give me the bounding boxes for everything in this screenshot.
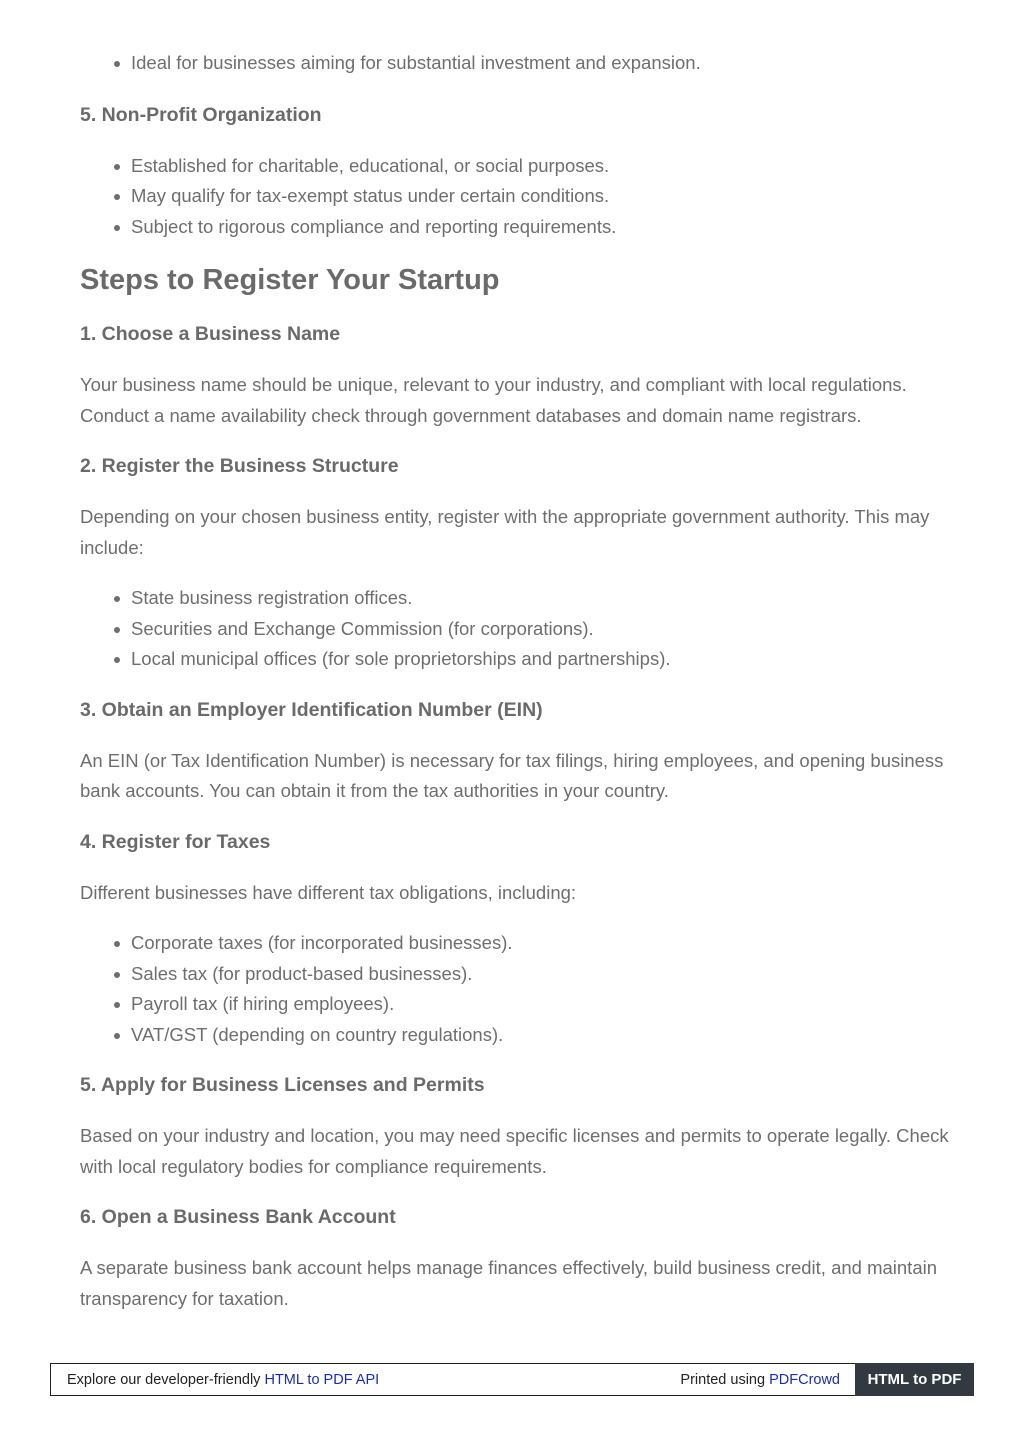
pdfcrowd-footer [50,1363,974,1396]
intro-list [80,48,950,79]
step3-body: An EIN (or Tax Identification Number) is necessary for tax filings, hiring employees, and opening business bank accounts. You can obtain it from the tax authorities in your country. [80,749,944,801]
step4-list [80,928,950,1050]
step4-body: Different businesses have different tax obligations, including: [80,881,577,903]
step2-heading: 2. Register the Business Structure [80,455,399,477]
step3-heading: 3. Obtain an Employer Identification Number (EIN) [80,698,543,721]
step4-heading: 4. Register for Taxes [80,830,271,853]
footer-explore [67,1372,379,1388]
nonprofit-list [80,151,950,243]
list-item: Sales tax (for product-based businesses). [131,959,950,990]
list-item: Ideal for businesses aiming for substantial investment and expansion. [131,48,950,79]
step1-body: Your business name should be unique, relevant to your industry, and compliant with local regulations. Conduct a name availability check through government databases and domain name registrars. [80,374,907,426]
step2-body: Depending on your chosen business entity, register with the appropriate government authority. This may include: [80,506,930,558]
step2-list [80,583,950,675]
list-item: Securities and Exchange Commission (for corporations). [131,614,950,645]
step1-heading: 1. Choose a Business Name [80,323,341,345]
footer-bar [50,1363,855,1396]
list-item: Established for charitable, educational, or social purposes. [131,151,950,182]
section-title: Steps to Register Your Startup [80,264,500,296]
footer-explore-text: Explore our developer-friendly [67,1371,265,1388]
step5-heading: 5. Apply for Business Licenses and Permits [80,1074,485,1096]
footer-printed [680,1372,840,1388]
list-item: May qualify for tax-exempt status under certain conditions. [131,181,950,212]
html-to-pdf-api-link[interactable]: HTML to PDF API [264,1371,380,1388]
list-item: Subject to rigorous compliance and reporting requirements. [131,212,950,243]
list-item: State business registration offices. [131,583,950,614]
footer-printed-text: Printed using [680,1371,770,1388]
step6-heading: 6. Open a Business Bank Account [80,1206,396,1228]
step5-body: Based on your industry and location, you may need specific licenses and permits to operate legally. Check with local regulatory bodies for compliance requirements. [80,1125,949,1177]
list-item: Payroll tax (if hiring employees). [131,989,950,1020]
html-to-pdf-badge[interactable]: HTML to PDF [855,1363,974,1396]
pdfcrowd-link[interactable]: PDFCrowd [769,1371,840,1388]
list-item: Local municipal offices (for sole proprietorships and partnerships). [131,644,950,675]
document-body [80,48,950,1314]
step6-body: A separate business bank account helps manage finances effectively, build business credit, and maintain transparency for taxation. [80,1257,938,1309]
nonprofit-heading: 5. Non-Profit Organization [80,103,322,126]
list-item: VAT/GST (depending on country regulations). [131,1020,950,1051]
list-item: Corporate taxes (for incorporated businesses). [131,928,950,959]
